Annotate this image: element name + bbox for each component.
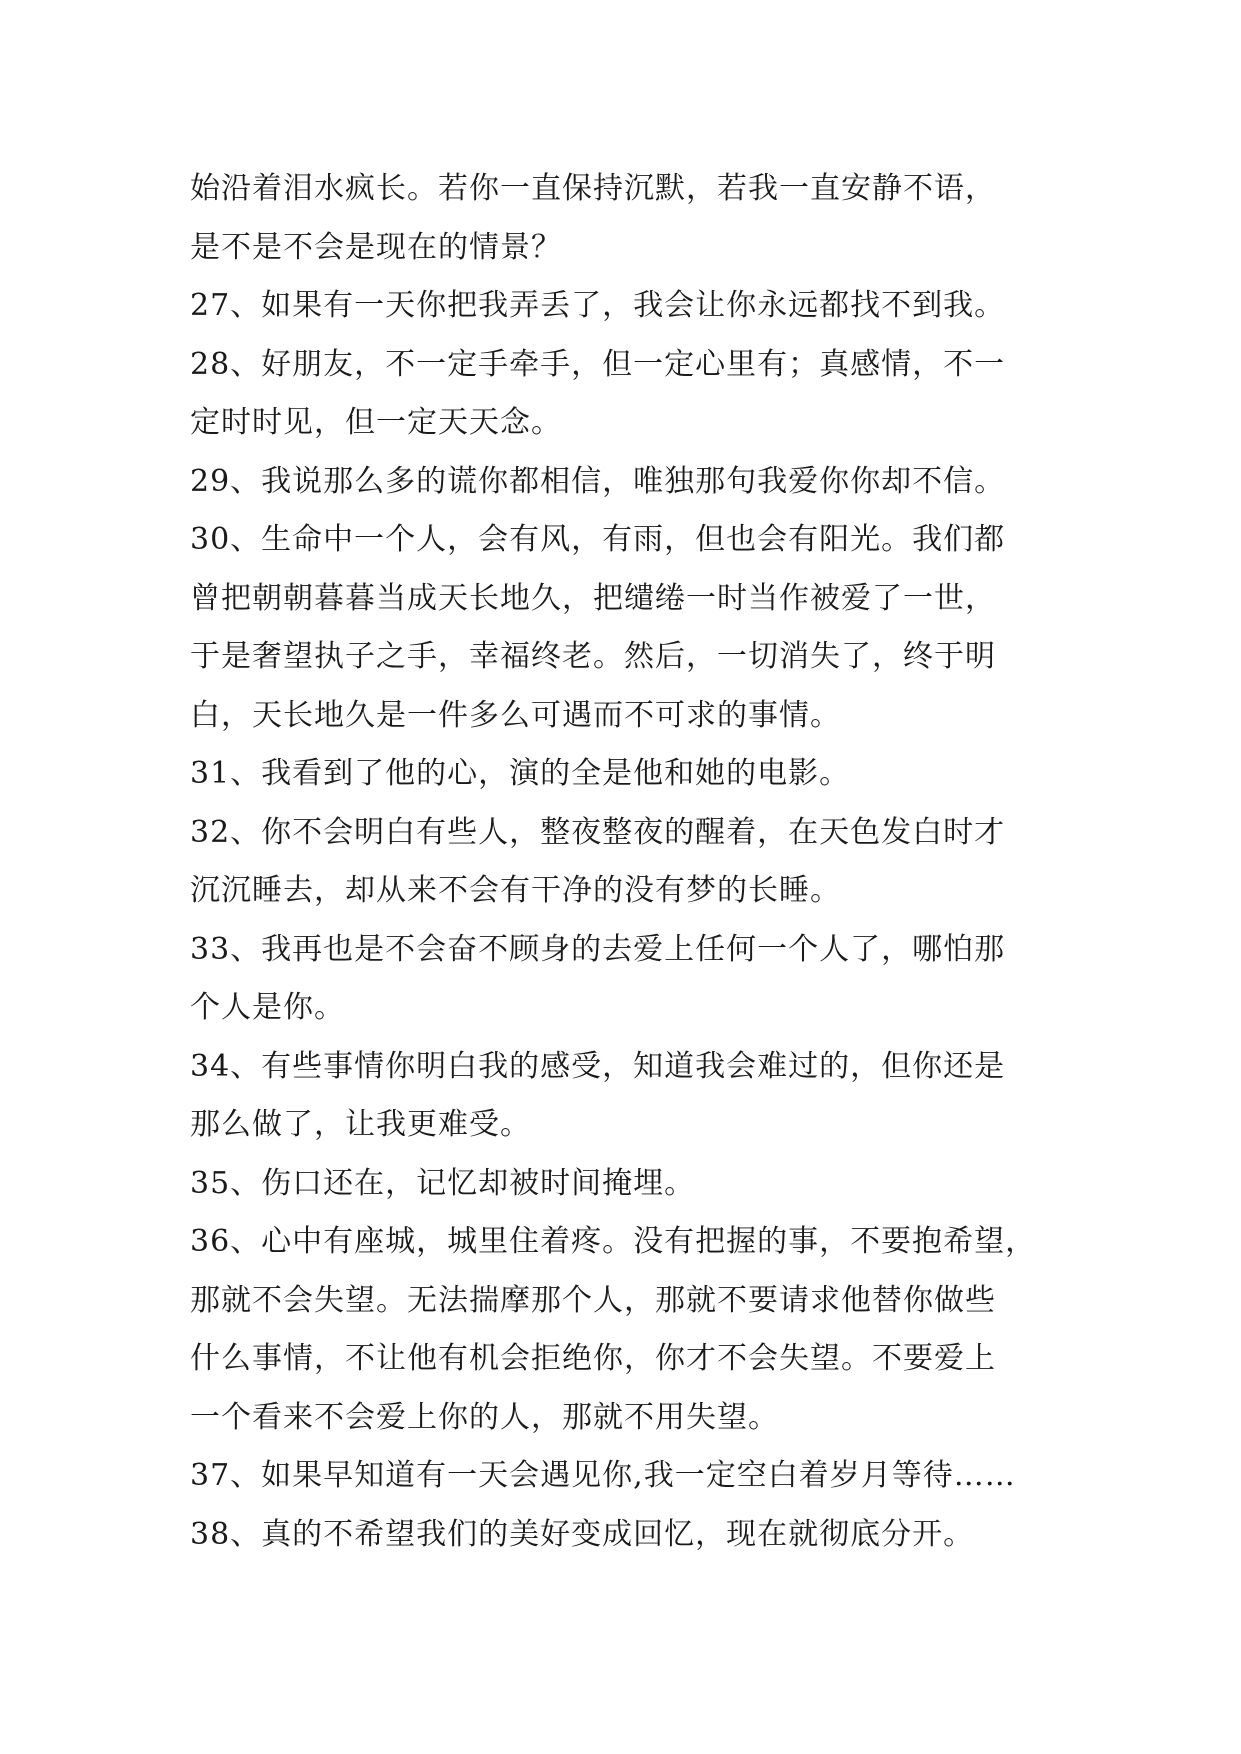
text-line: 沉沉睡去，却从来不会有干净的没有梦的长睡。 [190, 873, 841, 908]
text-line: 那就不会失望。无法揣摩那个人，那就不要请求他替你做些 [190, 1282, 996, 1318]
text-line: 那么做了，让我更难受。 [190, 1107, 531, 1142]
text-line: 32、你不会明白有些人，整夜整夜的醒着，在天色发白时才 [190, 814, 1006, 850]
text-line: 30、生命中一个人，会有风，有雨，但也会有阳光。我们都 [190, 522, 1006, 557]
text-line: 34、有些事情你明白我的感受，知道我会难过的，但你还是 [190, 1048, 1006, 1084]
text-line: 于是奢望执子之手，幸福终老。然后，一切消失了，终于明 [190, 639, 996, 674]
text-line: 36、心中有座城，城里住着疼。没有把握的事，不要抱希望， [190, 1224, 1037, 1259]
text-line: 35、伤口还在，记忆却被时间掩埋。 [190, 1165, 696, 1201]
text-line: 33、我再也是不会奋不顾身的去爱上任何一个人了，哪怕那 [190, 931, 1006, 967]
text-line: 一个看来不会爱上你的人，那就不用失望。 [190, 1399, 779, 1435]
text-line: 始沿着泪水疯长。若你一直保持沉默，若我一直安静不语， [190, 171, 996, 206]
text-line: 31、我看到了他的心，演的全是他和她的电影。 [190, 756, 851, 791]
text-line: 曾把朝朝暮暮当成天长地久，把缱绻一时当作被爱了一世， [190, 580, 996, 616]
text-line: 28、好朋友，不一定手牵手，但一定心里有；真感情，不一 [190, 346, 1006, 382]
document-body [190, 160, 1070, 1564]
text-line: 个人是你。 [190, 990, 345, 1025]
text-line: 29、我说那么多的谎你都相信，唯独那句我爱你你却不信。 [190, 463, 1006, 499]
text-line: 是不是不会是现在的情景？ [190, 229, 562, 265]
text-line: 白，天长地久是一件多么可遇而不可求的事情。 [190, 697, 841, 733]
text-line: 定时时见，但一定天天念。 [190, 405, 562, 440]
text-line: 37、如果早知道有一天会遇见你,我一定空白着岁月等待…… [190, 1458, 1016, 1493]
text-line: 什么事情，不让他有机会拒绝你，你才不会失望。不要爱上 [190, 1341, 996, 1376]
text-line: 27、如果有一天你把我弄丢了，我会让你永远都找不到我。 [190, 288, 1006, 323]
text-line: 38、真的不希望我们的美好变成回忆，现在就彻底分开。 [190, 1516, 975, 1552]
